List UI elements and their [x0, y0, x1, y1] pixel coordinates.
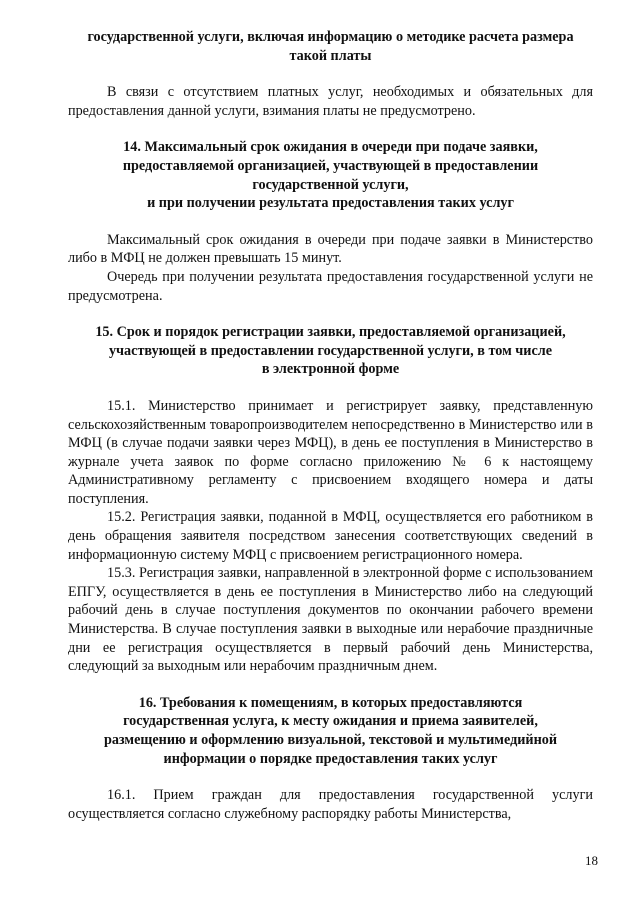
section-14-paragraph-1: Максимальный срок ожидания в очереди при подаче заявки в Министерство либо в МФЦ не должен превышать 15 минут. [68, 231, 593, 267]
intro-heading-line-2: такой платы [289, 47, 372, 64]
section-16-heading-line-3: размещению и оформлению визуальной, текстовой и мультимедийной [103, 732, 558, 748]
section-16-heading-line-2: государственная услуга, к месту ожидания и приема заявителей, [123, 713, 538, 730]
section-15-paragraph-3: 15.3. Регистрация заявки, направленной в электронной форме с использованием ЕПГУ, осуществляется в день ее поступления в Министерство либо на следующий рабочий день в случае поступления документов по окончании рабочего времени Министерства. В случае поступления заявки в выходные или нерабочие праздничные дни ее регистрация осуществляется в первый рабочий день Министерства, следующий за выходным или нерабочим праздничным днем. [68, 565, 593, 675]
intro-heading-line-1: государственной услуги, включая информацию о методике расчета размера [87, 29, 574, 45]
page-number: 18 [585, 853, 598, 868]
intro-heading [68, 28, 593, 65]
intro-paragraph: В связи с отсутствием платных услуг, необходимых и обязательных для предоставления данной услуги, взимания платы не предусмотрено. [68, 84, 593, 119]
section-15-paragraph-1: 15.1. Министерство принимает и регистрирует заявку, представленную сельскохозяйственным товаропроизводителем непосредственно в Министерство или в МФЦ (в случае подачи заявки через МФЦ), в день ее поступления в Министерство в журнале учета заявок по форме согласно приложению № 6 к настоящему Административному регламенту с присвоением входящего номера и даты поступления. [68, 397, 593, 507]
section-14-heading-line-2: предоставляемой организацией, участвующей в предоставлении [122, 157, 539, 174]
section-15-heading-line-2: участвующей в предоставлении государственной услуги, в том числе [108, 342, 553, 359]
section-14-heading [68, 138, 593, 212]
section-14-heading-line-3: государственной услуги, [252, 176, 409, 193]
section-16-paragraph-1: 16.1. Прием граждан для предоставления государственной услуги осуществляется согласно служебному распорядку работы Министерства, [68, 787, 593, 822]
document-page [68, 28, 593, 823]
section-15-heading-line-1: 15. Срок и порядок регистрации заявки, предоставляемой организацией, [95, 324, 566, 341]
section-14-heading-line-1: 14. Максимальный срок ожидания в очереди при подаче заявки, [123, 139, 538, 156]
section-15-heading [68, 323, 593, 379]
section-15-paragraph-2: 15.2. Регистрация заявки, поданной в МФЦ, осуществляется его работником в день обращения заявителя посредством занесения соответствующих сведений в информационную систему МФЦ с присвоением регистрационного номера. [68, 509, 593, 563]
section-14-paragraph-2: Очередь при получении результата предоставления государственной услуги не предусмотрена. [68, 268, 593, 304]
section-15-heading-line-3: в электронной форме [261, 361, 400, 378]
section-14-heading-line-4: и при получении результата предоставления таких услуг [147, 195, 514, 212]
section-16-heading [68, 694, 593, 768]
section-16-heading-line-1: 16. Требования к помещениям, в которых предоставляются [138, 694, 523, 711]
section-16-heading-line-4: информации о порядке предоставления таких услуг [163, 750, 498, 767]
